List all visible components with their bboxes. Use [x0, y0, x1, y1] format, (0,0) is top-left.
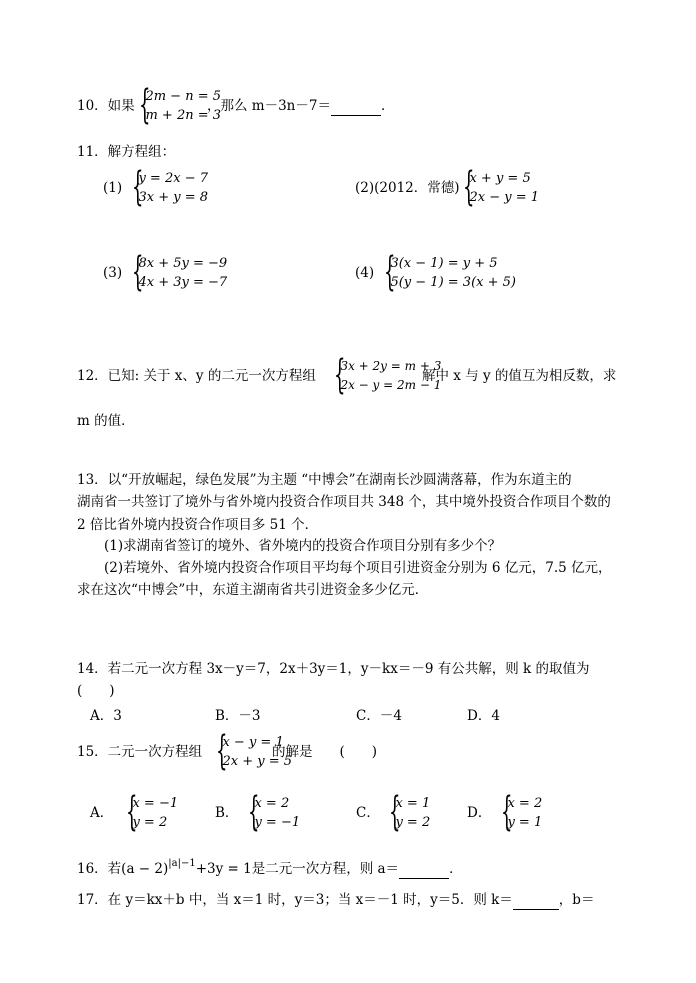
q15-option-d[interactable]: { x = 2 y = 1 [500, 789, 543, 835]
q11-p2-label: (2)(2012．常德) [355, 180, 460, 196]
q11-p3-system: { 8x + 5y = −9 4x + 3y = −7 [131, 249, 228, 295]
q15-option-b[interactable]: { x = 2 y = −1 [247, 789, 301, 835]
q15-option-a[interactable]: { x = −1 y = 2 [125, 789, 179, 835]
q15-option-d-label[interactable]: D． [467, 805, 492, 821]
q11-title: 11．解方程组： [77, 144, 176, 160]
q15-option-c-label[interactable]: C． [356, 805, 380, 821]
left-brace-icon: { [215, 728, 228, 774]
q13-sub2b: 求在这次“中博会”中，东道主湖南省共引进资金多少亿元． [77, 582, 429, 598]
q10-eq1: 2m − n = 5 [145, 89, 222, 104]
q12-prefix: 12．已知: 关于 x、y 的二元一次方程组 [77, 368, 316, 384]
q13-line3: 2 倍比省外境内投资合作项目多 51 个． [77, 517, 319, 533]
q14-option-b[interactable]: B．－3 [215, 708, 261, 724]
left-brace-icon: { [500, 789, 513, 835]
left-brace-icon: { [462, 164, 475, 210]
left-brace-icon: { [125, 789, 138, 835]
q11-p4-system: { 3(x − 1) = y + 5 5(y − 1) = 3(x + 5) [383, 249, 516, 295]
q10-prefix: 10．如果 [77, 98, 135, 114]
q15-suffix: 的解是 ( ) [272, 744, 378, 760]
q12-system: { 3x + 2y = m + 3 2x − y = 2m − 1 [333, 352, 442, 398]
q15-option-c[interactable]: { x = 1 y = 2 [388, 789, 431, 835]
q14-line1: 14．若二元一次方程 3x－y＝7，2x＋3y＝1，y－kx＝－9 有公共解，则 k 的取值为 [77, 661, 590, 677]
q14-option-c[interactable]: C．－4 [356, 708, 402, 724]
q17-line: 17．在 y＝kx＋b 中，当 x＝1 时，y＝3；当 x＝－1 时，y＝5．则 k＝ ，b＝ [77, 892, 595, 908]
left-brace-icon: { [388, 789, 401, 835]
q10-eq2: m + 2n = 3 [145, 108, 222, 123]
q11-p1-system: { y = 2x − 7 3x + y = 8 [131, 164, 208, 210]
q17-k-blank[interactable] [513, 892, 559, 910]
q15-option-b-label[interactable]: B． [215, 805, 239, 821]
q14-option-a[interactable]: A．3 [90, 708, 122, 724]
left-brace-icon: { [131, 249, 144, 295]
q14-line2: ( ) [77, 683, 115, 699]
q15-prefix: 15．二元一次方程组 [77, 744, 203, 760]
left-brace-icon: { [138, 82, 151, 128]
q12-line2: m 的值． [77, 413, 135, 429]
q10-answer-blank[interactable] [331, 98, 381, 116]
q16-exponent: |a|−1 [168, 858, 196, 869]
q15-system: { x − y = 1 2x + y = 5 [215, 728, 292, 774]
q13-line1: 13．以“开放崛起，绿色发展”为主题 “中博会”在湖南长沙圆满落幕，作为东道主的 [77, 472, 572, 488]
left-brace-icon: { [131, 164, 144, 210]
q10-suffix: ，那么 m－3n－7＝ ． [207, 98, 395, 114]
left-brace-icon: { [247, 789, 260, 835]
q11-p1-label: (1) [103, 180, 123, 196]
left-brace-icon: { [333, 352, 346, 398]
q11-p4-label: (4) [355, 265, 375, 281]
q14-option-d[interactable]: D．4 [467, 708, 500, 724]
q15-option-a-label[interactable]: A． [90, 805, 114, 821]
left-brace-icon: { [383, 249, 396, 295]
q16-answer-blank[interactable] [399, 861, 449, 879]
q11-p3-label: (3) [103, 265, 123, 281]
q13-sub1: (1)求湖南省签订的境外、省外境内的投资合作项目分别有多少个？ [104, 538, 502, 554]
q12-suffix: 解中 x 与 y 的值互为相反数，求 [422, 368, 617, 384]
q13-line2: 湖南省一共签订了境外与省外境内投资合作项目共 348 个，其中境外投资合作项目个数的 [77, 494, 611, 510]
q13-sub2: (2)若境外、省外境内投资合作项目平均每个项目引进资金分别为 6 亿元，7.5 亿元， [104, 560, 612, 576]
q11-p2-system: { x + y = 5 2x − y = 1 [462, 164, 539, 210]
q16-line: 16．若$(a - 2)^{|a|-1}+3y = 1$是二元一次方程，则 a＝ ． [77, 858, 463, 877]
